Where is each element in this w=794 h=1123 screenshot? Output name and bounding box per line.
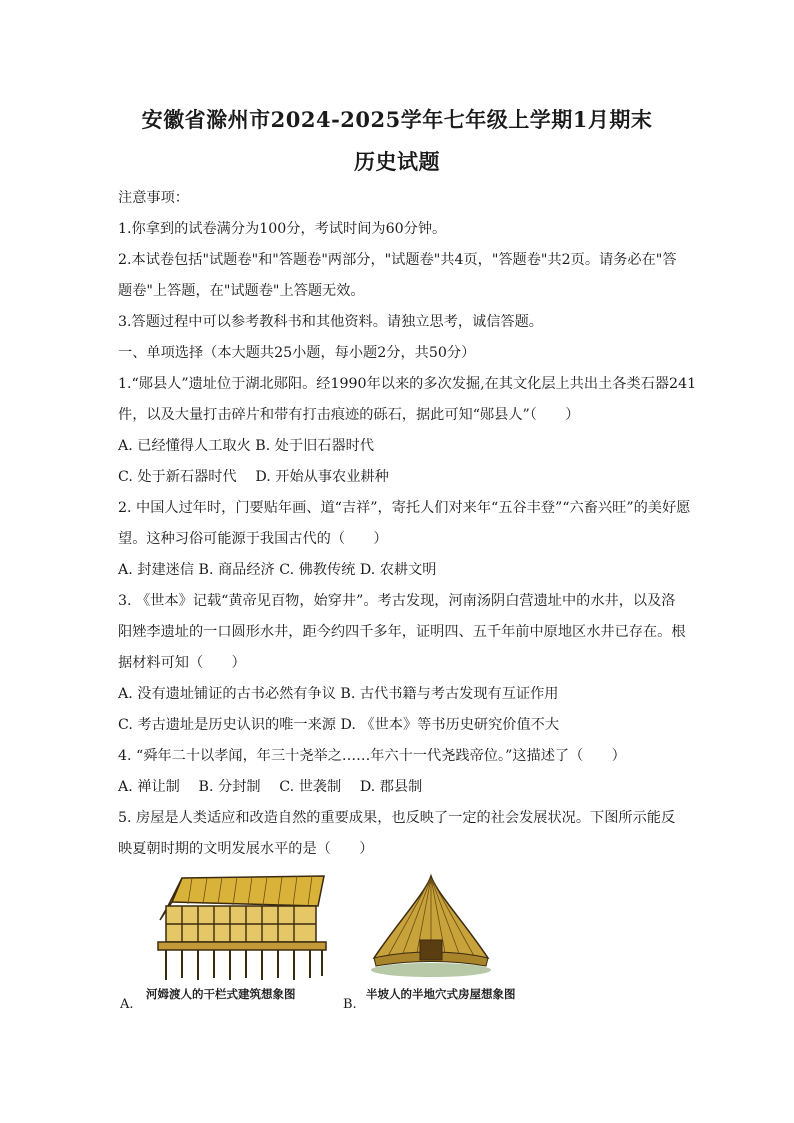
exam-subtitle: 历史试题 [354, 149, 440, 174]
exam-title: 安徽省滁州市2024-2025学年七年级上学期1月期末 [141, 107, 653, 132]
q3-stem-a: 3. 《世本》记载“黄帝见百物，始穿井”。考古发现，河南汤阴白营遗址中的水井，以及洛 [118, 593, 676, 609]
option-a-caption: 河姆渡人的干栏式建筑想象图 [146, 987, 296, 1001]
notice-item-2b: 题卷"上答题，在"试题卷"上答题无效。 [118, 283, 365, 299]
q3-options-ab: A. 没有遗址铺证的古书必然有争议 B. 古代书籍与考古发现有互证作用 [118, 686, 559, 702]
stilt-house-illustration [152, 872, 328, 984]
q3-stem-b: 阳矬李遗址的一口圆形水井，距今约四千多年，证明四、五千年前中原地区水井已存在。根 [118, 624, 686, 640]
q1-stem-b: 件，以及大量打击碎片和带有打击痕迹的砾石，据此可知“郧县人”（ ） [118, 407, 580, 423]
q4-options: A. 禅让制 B. 分封制 C. 世袭制 D. 郡县制 [118, 779, 423, 795]
notice-item-2a: 2.本试卷包括"试题卷"和"答题卷"两部分，"试题卷"共4页，"答题卷"共2页。请务必在"答 [118, 252, 677, 268]
q5-stem-a: 5. 房屋是人类适应和改造自然的重要成果，也反映了一定的社会发展状况。下图所示能反 [118, 810, 676, 826]
option-b-caption: 半坡人的半地穴式房屋想象图 [366, 987, 516, 1001]
q3-options-cd: C. 考古遗址是历史认识的唯一来源 D. 《世本》等书历史研究价值不大 [118, 717, 560, 733]
q2-stem-a: 2. 中国人过年时，门要贴年画、道“吉祥”，寄托人们对来年“五谷丰登”“六畜兴旺”的美好愿 [118, 500, 691, 516]
q2-options: A. 封建迷信 B. 商品经济 C. 佛教传统 D. 农耕文明 [118, 562, 437, 578]
q1-options-ab: A. 已经懂得人工取火 B. 处于旧石器时代 [118, 438, 375, 454]
notice-item-3: 3.答题过程中可以参考教科书和其他资料。请独立思考，诚信答题。 [118, 314, 543, 330]
semi-subterranean-hut-illustration [368, 872, 494, 978]
q2-stem-b: 望。这种习俗可能源于我国古代的（ ） [118, 531, 388, 547]
q1-options-cd: C. 处于新石器时代 D. 开始从事农业耕种 [118, 469, 389, 485]
q1-stem-a: 1.“郧县人”遗址位于湖北郧阳。经1990年以来的多次发掘,在其文化层上共出土各类石器241 [118, 376, 697, 392]
notice-item-1: 1.你拿到的试卷满分为100分，考试时间为60分钟。 [118, 221, 447, 237]
option-a-label: A. [120, 997, 134, 1012]
q4-stem: 4. “舜年二十以孝闻，年三十尧举之……年六十一代尧践帝位。”这描述了（ ） [118, 748, 626, 764]
notice-heading: 注意事项： [118, 190, 189, 206]
q5-stem-b: 映夏朝时期的文明发展水平的是（ ） [118, 841, 374, 857]
q3-stem-c: 据材料可知（ ） [118, 655, 246, 671]
option-b-label: B. [343, 997, 357, 1012]
section-heading: 一、单项选择（本大题共25小题，每小题2分，共50分） [118, 345, 476, 361]
